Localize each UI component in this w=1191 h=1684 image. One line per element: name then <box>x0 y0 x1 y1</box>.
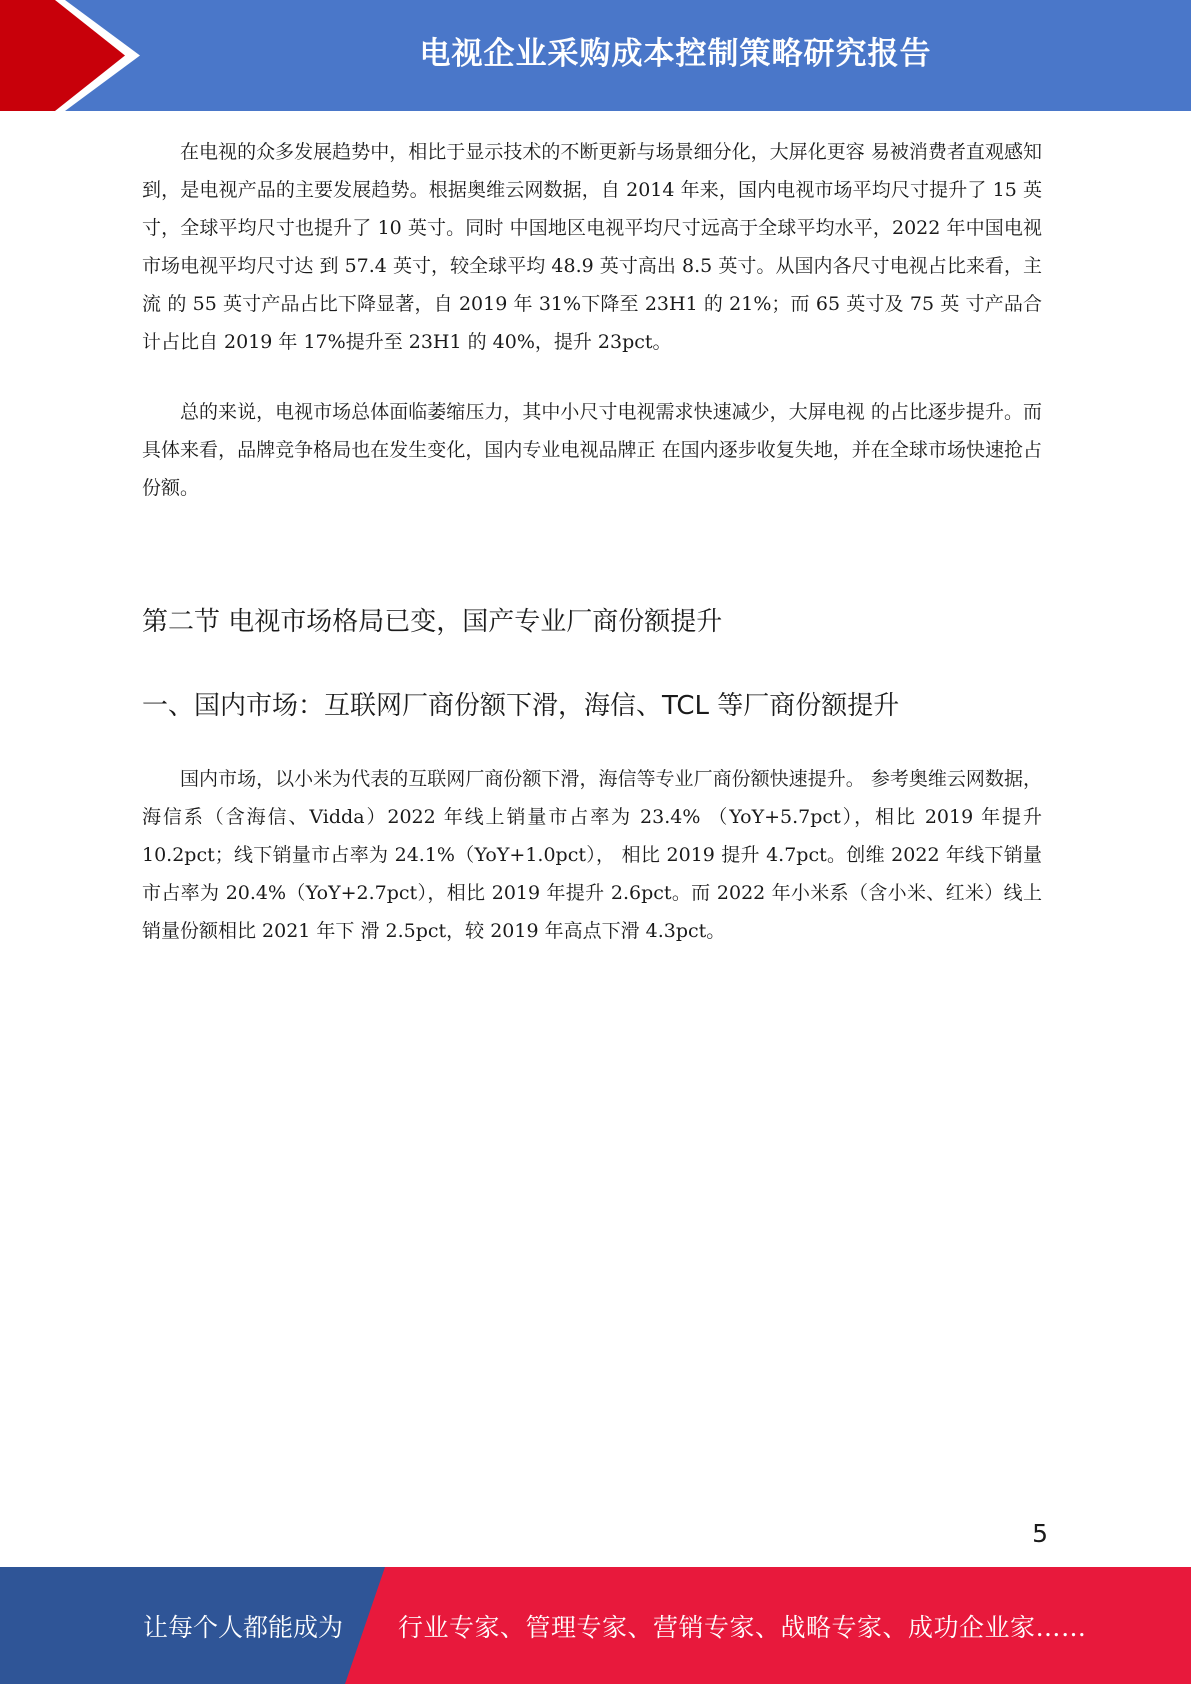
footer-slogan-left: 让每个人都能成为 <box>143 1612 344 1642</box>
paragraph-screen-size-trend: 在电视的众多发展趋势中，相比于显示技术的不断更新与场景细分化，大屏化更容 易被消费者直观感知到，是电视产品的主要发展趋势。根据奥维云网数据，自 2014 年来，国内电视市场平均尺寸提升了 15 英寸，全球平均尺寸也提升了 10 英寸。同时 中国地区电视平均尺寸远高于全球平均水平，2022 年中国电视市场电视平均尺寸达 到 57.4 英寸，较全球平均 48.9 英寸高出 8.5 英寸。从国内各尺寸电视占比来看，主流 的 55 英寸产品占比下降显著，自 2019 年 31%下降至 23H1 的 21%；而 65 英寸及 75 英 寸产品合计占比自 2019 年 17%提升至 23H1 的 40%，提升 23pct。 <box>142 141 1042 353</box>
footer-slogan-right: 行业专家、管理专家、营销专家、战略专家、成功企业家…… <box>398 1612 1087 1642</box>
section-heading: 第二节 电视市场格局已变，国产专业厂商份额提升 <box>142 607 723 637</box>
page-header <box>0 0 1191 111</box>
page-footer <box>0 1567 1191 1684</box>
header-arrow-decoration <box>0 0 160 111</box>
paragraph-summary: 总的来说，电视市场总体面临萎缩压力，其中小尺寸电视需求快速减少，大屏电视 的占比逐步提升。而具体来看，品牌竞争格局也在发生变化，国内专业电视品牌正 在国内逐步收复失地，并在全球市场快速抢占份额。 <box>142 401 1042 499</box>
paragraph-domestic-market: 国内市场，以小米为代表的互联网厂商份额下滑，海信等专业厂商份额快速提升。 参考奥维云网数据，海信系（含海信、Vidda）2022 年线上销量市占率为 23.4% （YoY+5.7pct），相比 2019 年提升 10.2pct；线下销量市占率为 24.1%（YoY+1.0pct）， 相比 2019 提升 4.7pct。创维 2022 年线下销量市占率为 20.4%（YoY+2.7pct），相比 2019 年提升 2.6pct。而 2022 年小米系（含小米、红米）线上销量份额相比 2021 年下 滑 2.5pct，较 2019 年高点下滑 4.3pct。 <box>142 768 1042 942</box>
report-title: 电视企业采购成本控制策略研究报告 <box>419 35 932 72</box>
page-number: 5 <box>1032 1519 1048 1548</box>
subsection-heading: 一、国内市场：互联网厂商份额下滑，海信、TCL 等厂商份额提升 <box>142 691 900 721</box>
